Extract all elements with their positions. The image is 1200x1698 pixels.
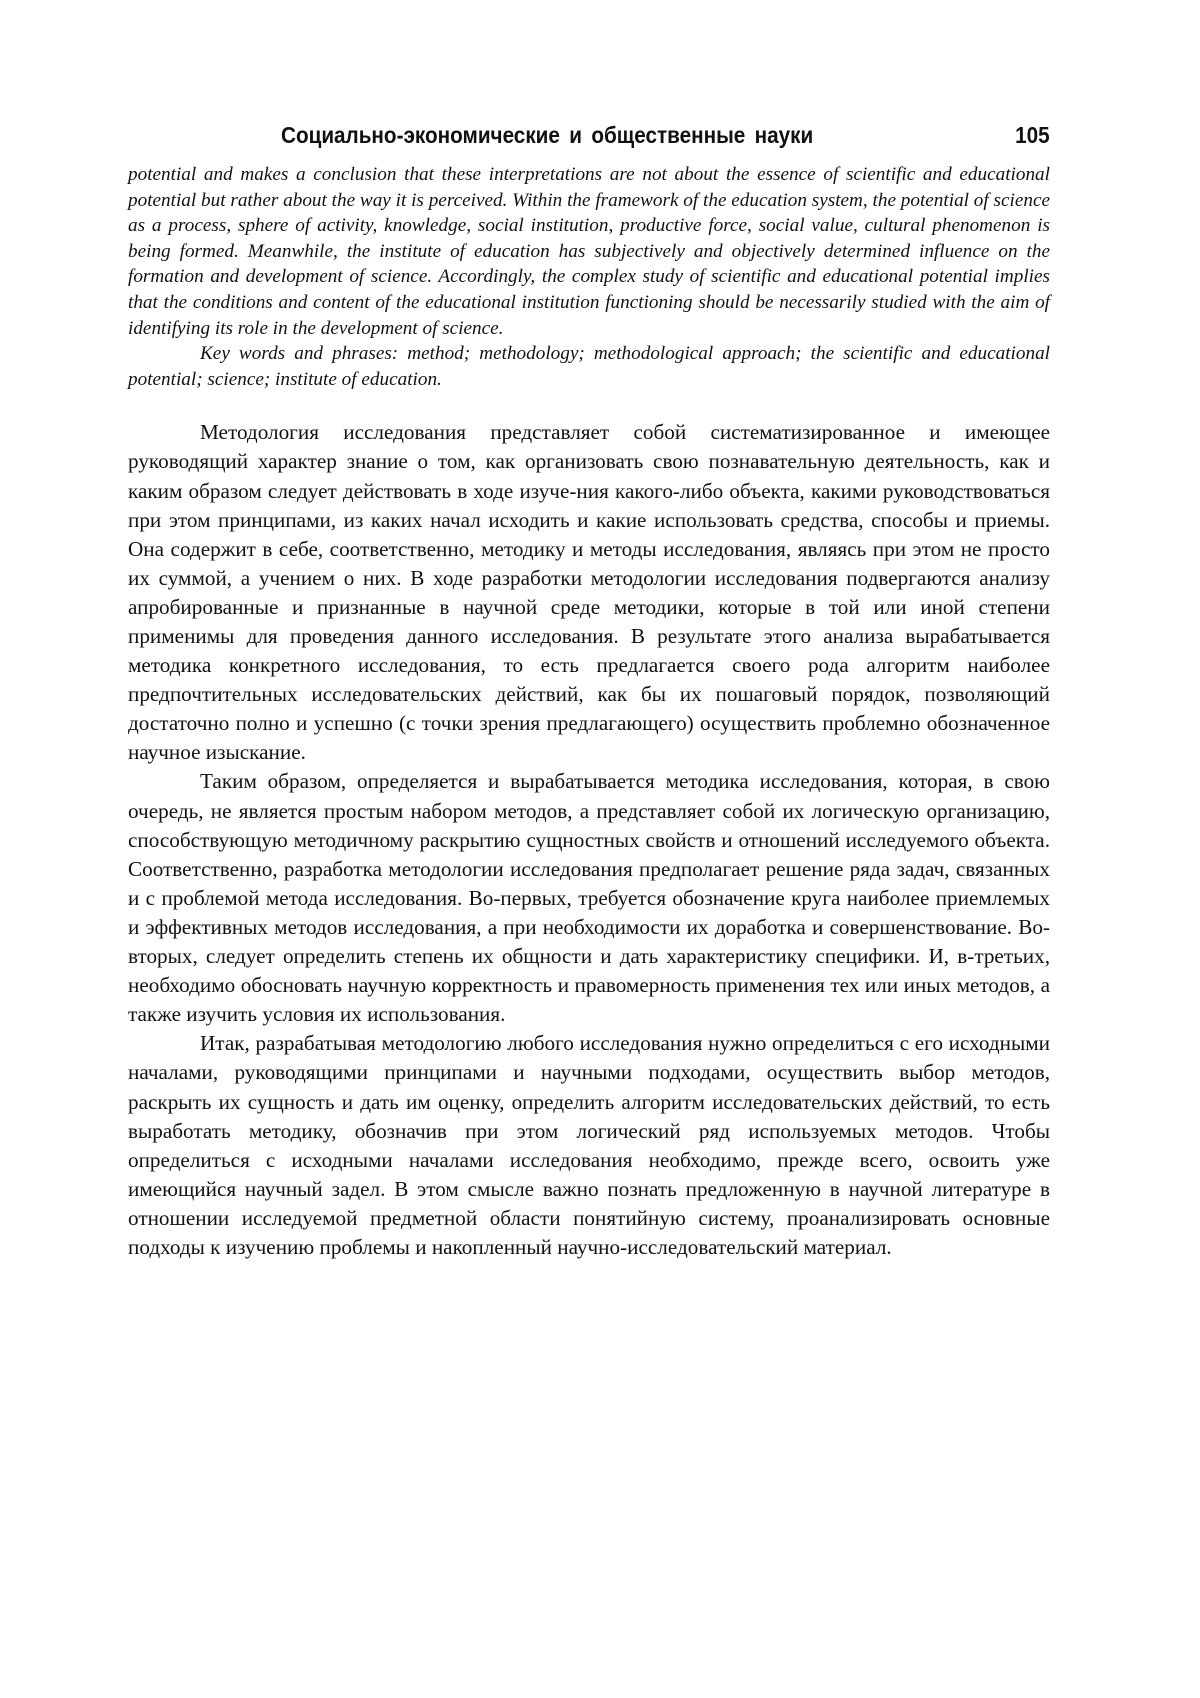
body-paragraph-1: Методология исследования представляет собой систематизированное и имеющее руководящий характер знание о том, как организовать свою познавательную деятельность, как и каким образом следует действовать в ходе изуче-ния какого-либо объекта, какими руководствоваться при этом принципами, из каких начал исходить и какие использовать средства, способы и приемы. Она содержит в себе, соответственно, методику и методы исследования, являясь при этом не просто их суммой, а учением о них. В ходе разработки методологии исследования подвергаются анализу апробированные и признанные в научной среде методики, которые в той или иной степени применимы для проведения данного исследования. В результате этого анализа вырабатывается методика конкретного исследования, то есть предлагается своего рода алгоритм наиболее предпочтительных исследовательских действий, как бы их пошаговый порядок, позволяющий достаточно полно и успешно (с точки зрения предлагающего) осуществить проблемно обозначенное научное изыскание. [128, 420, 1050, 765]
abstract-text: potential and makes a conclusion that these interpretations are not about the essence of scientific and educational potential but rather about the way it is perceived. Within the framework of the education system, the potential of science as a process, sphere of activity, knowledge, social institution, productive force, social value, cultural phenomenon is being formed. Meanwhile, the institute of education has subjectively and objectively determined influence on the formation and development of science. Accordingly, the complex study of scientific and educational potential implies that the conditions and content of the educational institution functioning should be necessarily studied with the aim of identifying its role in the development of science. [128, 164, 1050, 339]
abstract-keywords: Key words and phrases: method; methodology; methodological approach; the scientific and educational potential; science; institute of education. [128, 343, 1050, 390]
body-paragraph-2: Таким образом, определяется и вырабатывается методика исследования, которая, в свою очередь, не является простым набором методов, а представляет собой их логическую организацию, способствующую методичному раскрытию сущностных свойств и отношений исследуемого объекта. Соответственно, разработка методологии исследования предполагает решение ряда задач, связанных и с проблемой метода исследования. Во-первых, требуется обозначение круга наиболее приемлемых и эффективных методов исследования, а при необходимости их доработка и совершенствование. Во-вторых, следует определить степень их общности и дать характеристику специфики. И, в-третьих, необходимо обосновать научную корректность и правомерность применения тех или иных методов, а также изучить условия их использования. [128, 769, 1050, 1027]
page-number: 105 [1015, 122, 1050, 148]
english-abstract [128, 162, 1050, 392]
article-body [128, 418, 1050, 1262]
page [128, 118, 1050, 1262]
running-header [128, 118, 1050, 154]
running-title: Социально-экономические и общественные науки [281, 122, 814, 148]
body-paragraph-3: Итак, разрабатывая методологию любого исследования нужно определиться с его исходными началами, руководящими принципами и научными подходами, осуществить выбор методов, раскрыть их сущность и дать им оценку, определить алгоритм исследовательских действий, то есть выработать методику, обозначив при этом логический ряд используемых методов. Чтобы определиться с исходными началами исследования необходимо, прежде всего, освоить уже имеющийся научный задел. В этом смысле важно познать предложенную в научной литературе в отношении исследуемой предметной области понятийную систему, проанализировать основные подходы к изучению проблемы и накопленный научно-исследовательский материал. [128, 1031, 1050, 1259]
